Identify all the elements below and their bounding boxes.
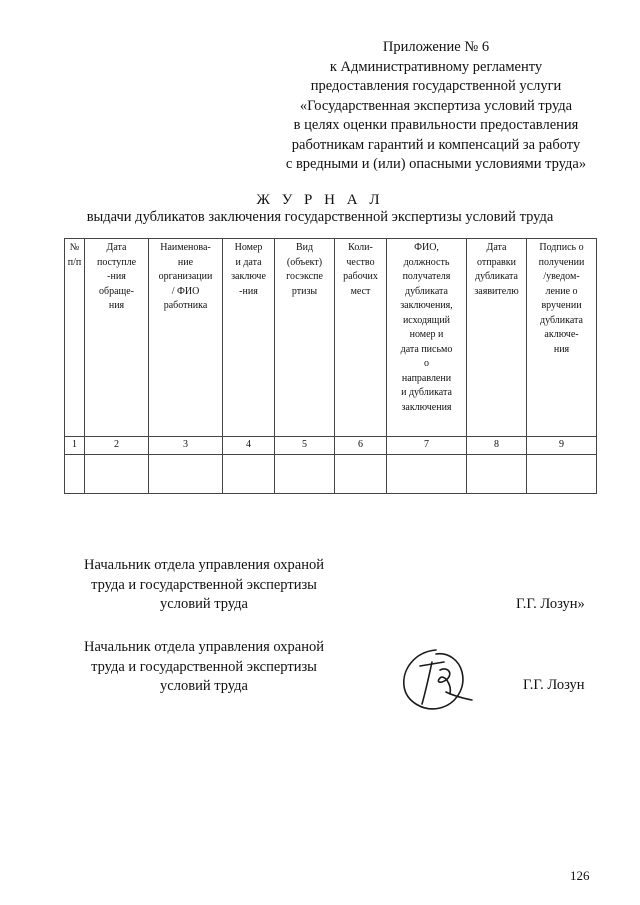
empty-cell	[387, 454, 467, 493]
column-number-cell: 3	[149, 437, 223, 455]
signatory-name: Г.Г. Лозун»	[516, 596, 585, 612]
appendix-line: Приложение № 6	[382, 39, 490, 55]
column-number-cell: 9	[527, 437, 597, 455]
position-line: труда и государственной экспертизы	[91, 576, 317, 593]
signature-position-block	[64, 556, 344, 615]
column-number-cell: 2	[85, 437, 149, 455]
signatory-name: Г.Г. Лозун	[523, 677, 585, 693]
journal-table	[64, 238, 597, 494]
empty-cell	[275, 454, 335, 493]
empty-cell	[149, 454, 223, 493]
column-number-cell: 7	[387, 437, 467, 455]
empty-cell	[467, 454, 527, 493]
table-header-row	[65, 239, 597, 437]
column-number-cell: 1	[65, 437, 85, 455]
column-header-receipt-signature: Подпись о получении /уведом- ление о вручении дубликата аключе- ния	[527, 239, 597, 437]
position-line: Начальник отдела управления охраной	[84, 557, 324, 573]
table-empty-row	[65, 454, 597, 493]
handwritten-signature	[396, 640, 478, 720]
column-number-cell: 8	[467, 437, 527, 455]
position-line: условий труда	[160, 596, 248, 612]
position-line: условий труда	[160, 678, 248, 694]
column-number-cell: 4	[223, 437, 275, 455]
appendix-line: с вредными и (или) опасными условиями труда»	[285, 156, 587, 172]
appendix-line: «Государственная экспертиза условий труда	[299, 97, 573, 114]
column-header-number: № п/п	[65, 239, 85, 437]
column-header-organization: Наименова- ние организации / ФИО работника	[149, 239, 223, 437]
position-line: Начальник отдела управления охраной	[84, 639, 324, 655]
empty-cell	[85, 454, 149, 493]
table-numbering-row	[65, 437, 597, 455]
appendix-line: к Административному регламенту	[329, 58, 543, 75]
empty-cell	[335, 454, 387, 493]
empty-cell	[527, 454, 597, 493]
journal-subtitle: выдачи дубликатов заключения государственной экспертизы условий труда	[86, 209, 554, 225]
column-header-recipient: ФИО, должность получателя дубликата заключения, исходящий номер и дата письмо о направлени и дубликата заключения	[387, 239, 467, 437]
appendix-line: предоставления государственной услуги	[310, 78, 562, 94]
page-number: 126	[570, 868, 590, 883]
appendix-header	[250, 38, 622, 175]
column-number-cell: 6	[335, 437, 387, 455]
empty-cell	[65, 454, 85, 493]
signature-position-block	[64, 638, 344, 697]
column-header-workplace-count: Коли- чество рабочих мест	[335, 239, 387, 437]
column-header-conclusion-number-date: Номер и дата заключе -ния	[223, 239, 275, 437]
appendix-line: в целях оценки правильности предоставления	[293, 117, 579, 133]
column-number-cell: 5	[275, 437, 335, 455]
empty-cell	[223, 454, 275, 493]
journal-title: Ж У Р Н А Л	[256, 192, 384, 208]
column-header-dispatch-date: Дата отправки дубликата заявителю	[467, 239, 527, 437]
appendix-line: работникам гарантий и компенсаций за работу	[291, 136, 581, 153]
column-header-expertise-type: Вид (объект) госэкспе ртизы	[275, 239, 335, 437]
column-header-receipt-date: Дата поступле -ния обраще- ния	[85, 239, 149, 437]
position-line: труда и государственной экспертизы	[91, 658, 317, 675]
